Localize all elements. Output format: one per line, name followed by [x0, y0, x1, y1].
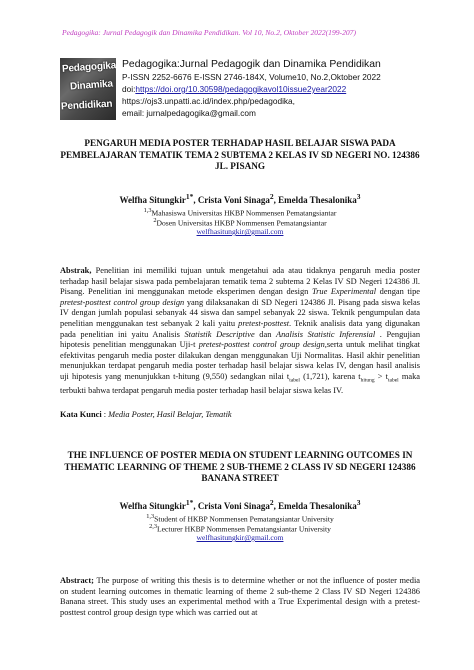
journal-logo	[60, 58, 116, 120]
abstrak-inf: Analisis Statistic Inferensial	[276, 329, 376, 339]
affiliation-id-1: $^{1,3}$Mahasiswa Universitas HKBP Nommensen Pematangsiantar	[143, 207, 337, 218]
sub-tabel: tabel	[289, 377, 300, 384]
abstrak-text-2: dengan tipe	[376, 287, 420, 297]
abstrak-text-10: maka terbukti bahwa terdapat pengaruh media poster terhadap hasil belajar siswa kelas IV.	[60, 371, 420, 396]
authors-en: Welfha Situngkir$^{1*}$, Crista Voni Sinaga$^2$, Emelda Thesalonika$^3$	[119, 498, 361, 511]
abstract-en-label: Abstract;	[60, 576, 94, 585]
logo-text-1: Pedagogika	[61, 60, 116, 75]
abstrak-prepost: pretest-posttest	[238, 318, 290, 328]
abstrak-text-6: . Pengujian hipotesis penelitian menggunakan Uji-t	[60, 329, 421, 350]
running-header: Pedagogika: Jurnal Pedagogik dan Dinamika Pendidikan. Vol 10, No.2, Oktober 2022(199-207)	[62, 28, 356, 37]
authors-id: Welfha Situngkir$^{1*}$, Crista Voni Sinaga$^2$, Emelda Thesalonika$^3$	[119, 192, 361, 205]
doi-label: doi:	[122, 84, 136, 94]
kata-kunci-label: Kata Kunci	[60, 410, 102, 419]
abstrak-text-3: yang dilaksanakan di SD Negeri 124386 Jl. Pisang pada siswa kelas IV dengan jumlah populasi sebanyak 44 siswa dan sampel sebanyak 22 siswa. Teknik pengumpulan data penelitian menggunakan test sebanyak 2 kali yaitu	[60, 297, 420, 328]
abstrak-paragraph	[60, 266, 420, 397]
doi-link[interactable]: https://doi.org/10.30598/pedagogikavol10issue2year2022	[135, 84, 347, 94]
paper-title-en: THE INFLUENCE OF POSTER MEDIA ON STUDENT LEARNING OUTCOMES IN THEMATIC LEARNING OF THEME 2 SUB-THEME 2 CLASS IV SD NEGERI 124386 BANANA STREET	[64, 450, 416, 483]
abstrak-text-9: > t	[374, 371, 388, 381]
journal-info	[122, 58, 462, 119]
sub-tabel-2: tabel	[387, 377, 399, 384]
abstrak-text-7: serta untuk melihat tingkat efektivitas pengaruh media poster dilakukan dengan menggunakan Uji Normalitas. Hasil akhir penelitian menunjukkan terdapat pengaruh media poster terhadap hasil belajar siswa kelas IV, dengan hasil analisis uji hipotesis yang menunjukkan t-hitung (9,550) sedangkan nilai t	[60, 340, 420, 381]
paper-title-id: PENGARUH MEDIA POSTER TERHADAP HASIL BELAJAR SISWA PADA PEMBELAJARAN TEMATIK TEMA 2 SUBTEMA 2 KELAS IV SD NEGERI NO. 124386 JL. PISANG	[60, 138, 420, 171]
abstract-en-paragraph	[60, 576, 420, 618]
author-email-id[interactable]: welfhasitungkir@gmail.com	[196, 227, 284, 236]
abstract-en-text: The purpose of writing this thesis is to determine whether or not the influence of poster media on student learning outcomes in thematic learning of theme 2 sub-theme 2 Class IV SD Negeri 124386 Banana street. This study uses an experimental method with a True Experimental design with a pretest-posttest control group design type which was carried out at	[60, 576, 420, 617]
journal-name: Pedagogika:Jurnal Pedagogik dan Dinamika Pendidikan	[122, 59, 381, 70]
abstrak-tipe: pretest-posttest control group design	[60, 297, 185, 307]
abstrak-desc: Statistik Descriptive	[184, 329, 255, 339]
logo-text-2: Dinamika	[69, 78, 114, 93]
sub-hitung: hitung	[360, 377, 375, 384]
kata-kunci-sep: :	[101, 410, 109, 419]
abstrak-text-8: (1,721), karena t	[299, 371, 361, 381]
abstrak-text-4: . Teknik analisis data yang digunakan pada penelitian ini yaitu Analisis	[60, 318, 420, 339]
abstrak-design: True Experimental	[311, 287, 377, 297]
abstrak-tipe2: pretest-posttest control group design,	[198, 340, 327, 350]
journal-issn: P-ISSN 2252-6676 E-ISSN 2746-184X, Volume10, No.2,Oktober 2022	[122, 72, 381, 82]
affiliation-en-1: $^{1,3}$Student of HKBP Nommensen Pematangsiantar University	[146, 513, 334, 524]
logo-text-3: Pendidikan	[60, 98, 113, 113]
author-email-en[interactable]: welfhasitungkir@gmail.com	[196, 533, 284, 542]
kata-kunci-value: Media Poster, Hasil Belajar, Tematik	[108, 410, 232, 419]
abstrak-text-5: dan	[254, 329, 276, 339]
abstrak-text-1: Penelitian ini memiliki tujuan untuk mengetahui ada atau tidaknya pengaruh media poster terhadap hasil belajar siswa pada pembelajaran tematik tema 2 subtema 2 Kelas IV SD Negeri 124386 Jl. Pisang. Penelitian ini menggunakan metode eksperimen dengan design	[60, 266, 420, 297]
journal-email: email: jurnalpedagogika@gmail.com	[122, 108, 256, 118]
affiliation-en-2: $^{2,3}$Lecturer HKBP Nommensen Pematangsiantar University	[149, 523, 331, 534]
abstrak-label: Abstrak,	[60, 266, 92, 275]
kata-kunci	[60, 410, 420, 419]
affiliation-id-2: $^2$Dosen Universitas HKBP Nommensen Pematangsiantar	[153, 217, 327, 228]
journal-header	[60, 58, 460, 120]
journal-doi	[122, 83, 462, 95]
journal-web[interactable]: https://ojs3.unpatti.ac.id/index.php/pedagodika,	[122, 96, 295, 106]
